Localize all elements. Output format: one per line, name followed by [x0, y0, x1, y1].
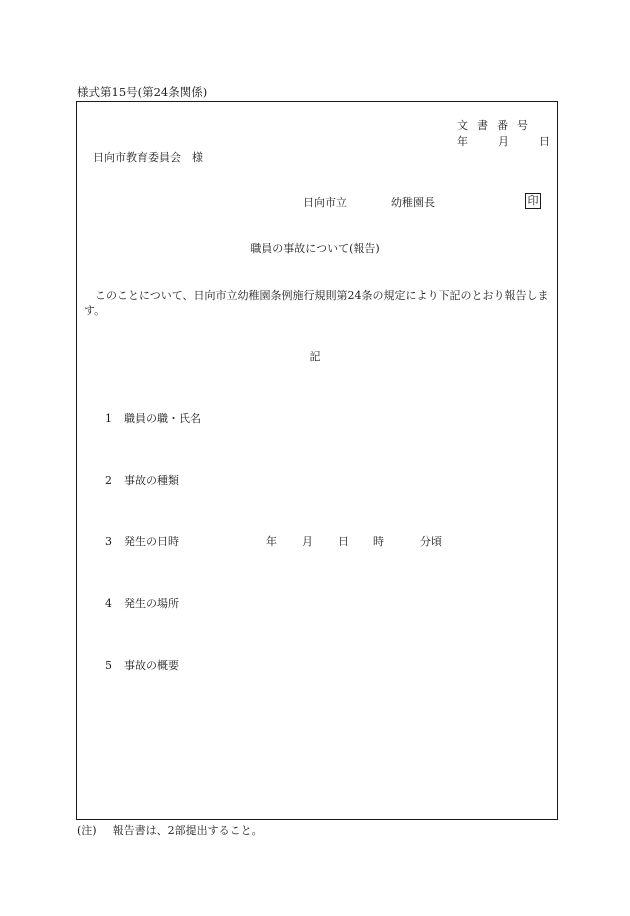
item-accident-type — [105, 472, 179, 488]
note-text: 報告書は、2部提出すること。 — [112, 824, 263, 837]
item-label: 事故の種類 — [124, 474, 179, 487]
item-number: 4 — [105, 597, 112, 610]
datetime-month-label: 月 — [302, 535, 313, 548]
date-day-label: 日 — [539, 135, 550, 148]
item-number: 3 — [105, 535, 112, 548]
form-title: 様式第15号(第24条関係) — [77, 85, 208, 99]
subject-heading: 職員の事故について(報告) — [250, 242, 380, 255]
sender-title: 幼稚園長 — [391, 196, 435, 209]
item-occurrence-datetime — [105, 533, 179, 549]
note-marker: (注) — [77, 824, 97, 837]
footnote — [77, 822, 263, 838]
seal-box: 印 — [525, 193, 541, 209]
item-label: 発生の場所 — [124, 597, 179, 610]
item-number: 2 — [105, 474, 112, 487]
ki-heading: 記 — [309, 350, 321, 363]
date-year-label: 年 — [457, 135, 468, 148]
item-accident-summary — [105, 657, 179, 673]
item-label: 職員の職・氏名 — [124, 412, 201, 425]
datetime-day-label: 日 — [338, 535, 349, 548]
document-date — [457, 133, 550, 149]
item-label: 事故の概要 — [124, 659, 179, 672]
date-month-label: 月 — [498, 135, 509, 148]
body-paragraph: このことについて、日向市立幼稚園条例施行規則第24条の規定により下記のとおり報告します。 — [84, 289, 549, 317]
item-staff-name — [105, 410, 201, 426]
datetime-minute-label: 分頃 — [420, 535, 442, 548]
item-number: 1 — [105, 412, 112, 425]
item-occurrence-place — [105, 595, 179, 611]
datetime-hour-label: 時 — [373, 535, 384, 548]
sender-line — [303, 194, 435, 210]
sender-prefix: 日向市立 — [303, 196, 347, 209]
item-label: 発生の日時 — [124, 535, 179, 548]
item-number: 5 — [105, 659, 112, 672]
addressee: 日向市教育委員会 様 — [93, 151, 203, 164]
document-number-label: 文書番号 — [457, 119, 537, 132]
datetime-year-label: 年 — [266, 535, 277, 548]
